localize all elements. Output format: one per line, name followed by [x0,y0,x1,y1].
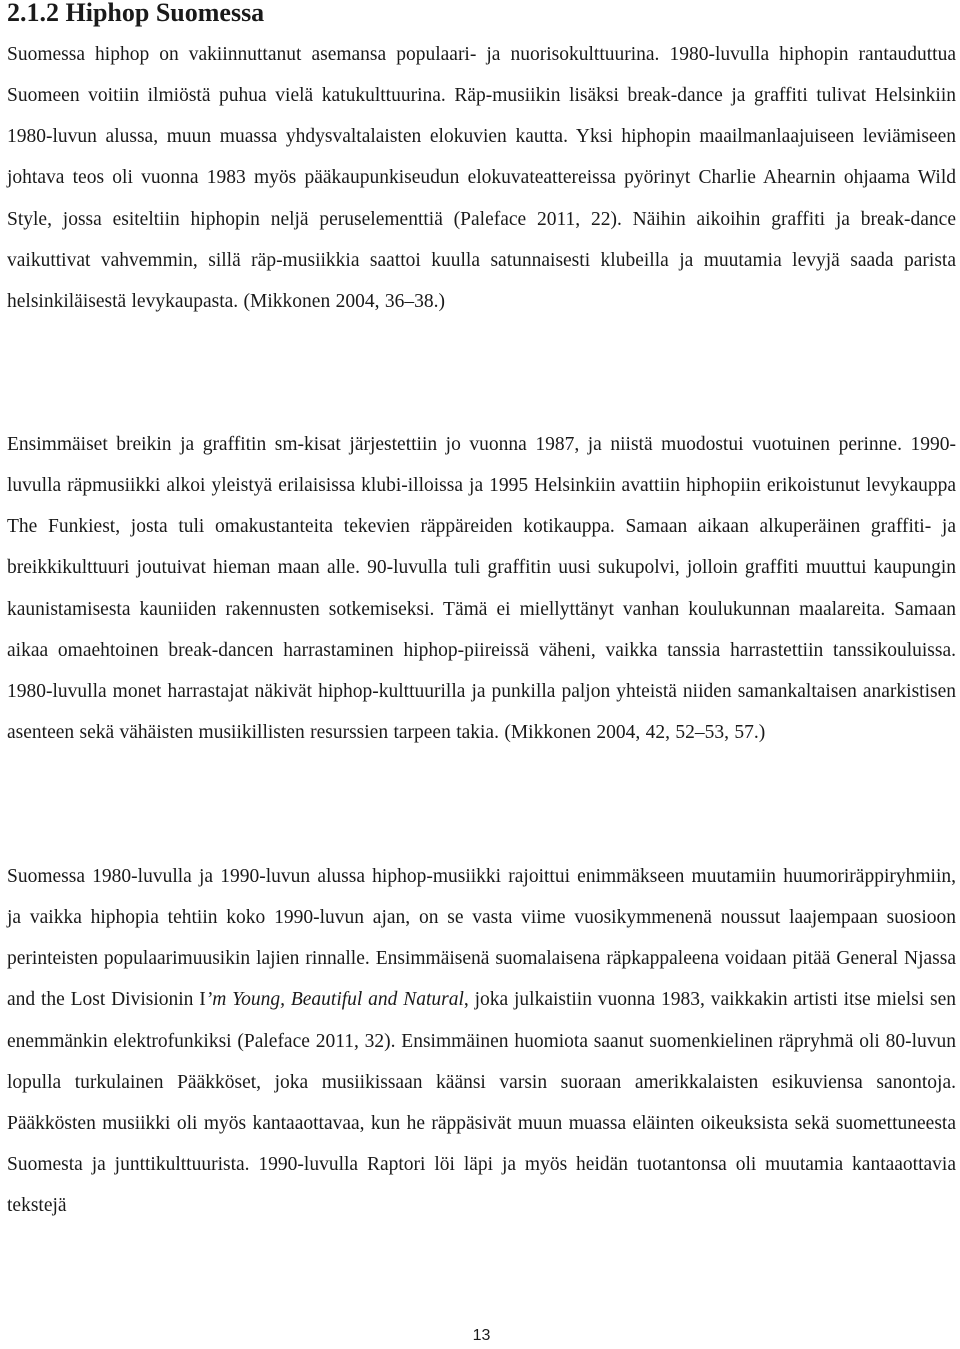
paragraph-3-text-start: Suomessa 1980-luvulla ja 1990-luvun alussa hiphop-musiikki rajoittui enimmäkseen muutamiin huumoriräppiryhmiin, ja vaikka hiphopia tehtiin koko 1990-luvun ajan, on se vasta viime vuosikymmenenä noussut laajempaan suosioon perinteisten populaarimuusikin lajien rinnalle. Ensimmäisenä suomalaisena räpkappaleena voidaan pitää General Njassa and the Lost Divisionin I [7,866,956,1011]
paragraph-2: Ensimmäiset breikin ja graffitin sm-kisat järjestettiin jo vuonna 1987, ja niistä muodostui vuotuinen perinne. 1990-luvulla räpmusiikki alkoi yleistyä erilaisissa klubi-illoissa ja 1995 Helsinkiin avattiin hiphopiin erikoistunut levykauppa The Funkiest, josta tuli omakustanteita tekevien räppäreiden kotikauppa. Samaan aikaan alkuperäinen graffiti- ja breikkikulttuuri joutuivat hieman maan alle. 90-luvulla tuli graffitin uusi sukupolvi, jolloin graffiti muuttui kaupungin kaunistamisesta kauniiden rakennusten sotkemiseksi. Tämä ei miellyttänyt vanhan koulukunnan maalareita. Samaan aikaa omaehtoinen break-dancen harrastaminen hiphop-piireissä väheni, vaikka tanssia harrastettiin tanssikouluissa. 1980-luvulla monet harrastajat näkivät hiphop-kulttuurilla ja punkilla paljon yhteistä niiden samankaltaisen anarkistisen asenteen sekä vähäisten musiikillisten resurssien tarpeen takia. (Mikkonen 2004, 42, 52–53, 57.) [7,434,956,744]
paragraph-3-text-end: , joka julkaistiin vuonna 1983, vaikkakin artisti itse mielsi sen enemmänkin elektrofunkiksi (Paleface 2011, 32). Ensimmäinen huomiota saanut suomenkielinen räpryhmä oli 80-luvun lopulla turkulainen Pääkköset, joka musiikissaan käänsi varsin suoraan amerikkalaisten esikuviensa sanontoja. Pääkkösten musiikki oli myös kantaaottavaa, kun he räppäsivät muun muassa eläinten oikeuksista sekä suomettuneesta Suomesta ja junttikulttuurista. 1990-luvulla Raptori löi läpi ja myös heidän tuotantonsa oli muutamia kantaaottavia tekstejä [7,989,956,1217]
section-heading: 2.1.2 Hiphop Suomessa [7,0,265,27]
page-number: 13 [472,1327,491,1344]
paragraph-1: Suomessa hiphop on vakiinnuttanut asemansa populaari- ja nuorisokulttuurina. 1980-luvulla hiphopin rantauduttua Suomeen voitiin ilmiöstä puhua vielä katukulttuurina. Räp-musiikin lisäksi break-dance ja graffiti tulivat Helsinkiin 1980-luvun alussa, muun muassa yhdysvaltalaisten elokuvien kautta. Yksi hiphopin maailmanlaajuiseen leviämiseen johtava teos oli vuonna 1983 myös pääkaupunkiseudun elokuvateattereissa pyörinyt Charlie Ahearnin ohjaama Wild Style, jossa esiteltiin hiphopin neljä peruselementtiä (Paleface 2011, 22). Näihin aikoihin graffiti ja break-dance vaikuttivat vahvemmin, sillä räp-musiikkia saattoi kuulla satunnaisesti klubeilla ja muutamia levyjä saada parista helsinkiläisestä levykaupasta. (Mikkonen 2004, 36–38.) [7,44,956,312]
document-page [7,0,956,1349]
song-title: ’m Young, Beautiful and Natural [205,989,464,1011]
paragraph-3 [7,856,956,1226]
